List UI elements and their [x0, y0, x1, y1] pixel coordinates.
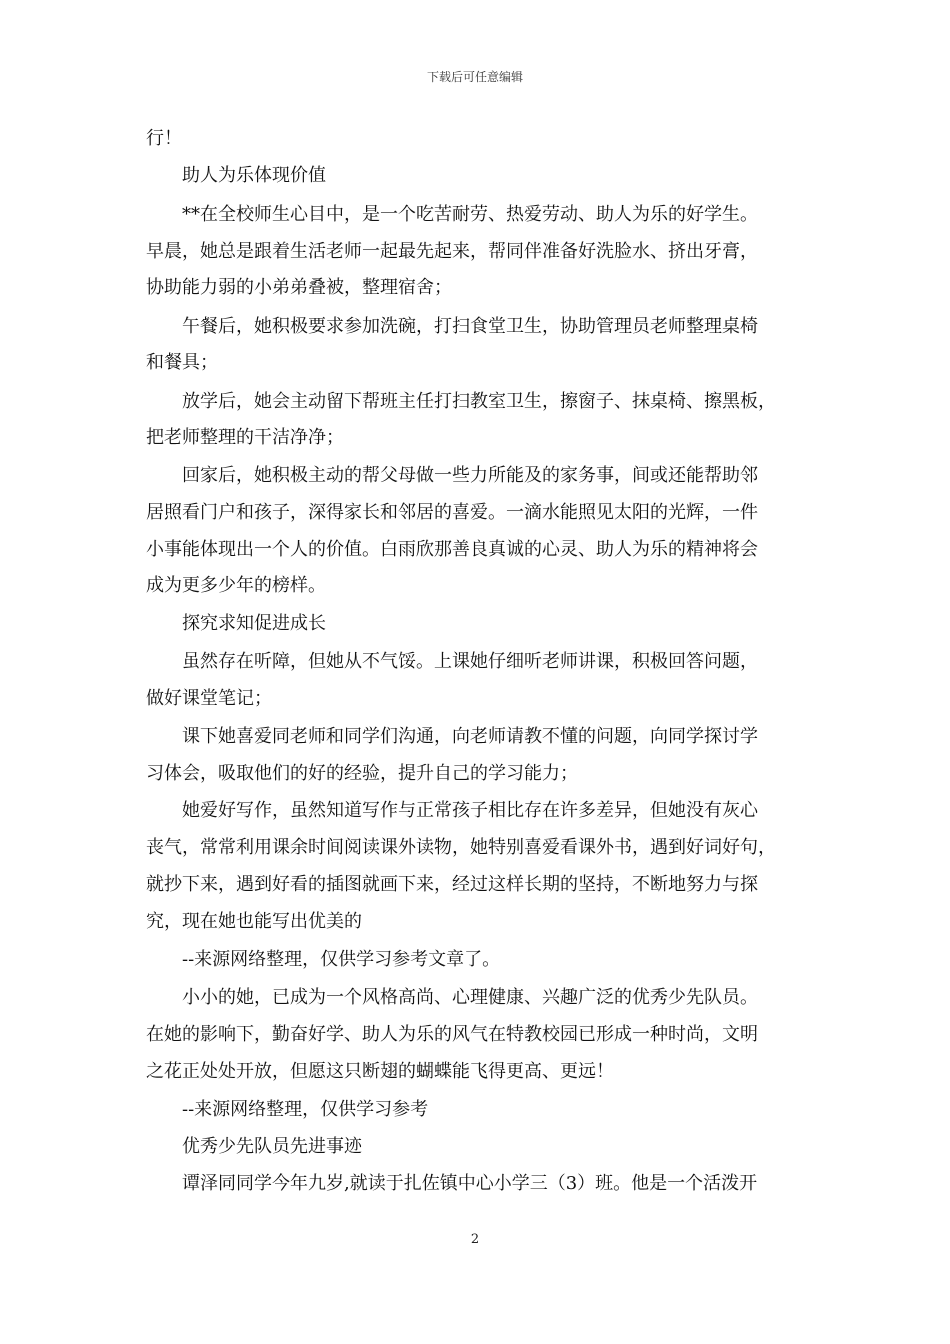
source-note: --来源网络整理，仅供学习参考	[182, 1099, 429, 1120]
text-line: 早晨，她总是跟着生活老师一起最先起来，帮同伴准备好洗脸水、挤出牙膏，	[146, 241, 758, 262]
text-line: 在她的影响下，勤奋好学、助人为乐的风气在特教校园已形成一种时尚，文明	[146, 1024, 758, 1045]
text-line: 虽然存在听障，但她从不气馁。上课她仔细听老师讲课，积极回答问题，	[182, 651, 758, 672]
section-heading: 探究求知促进成长	[182, 613, 326, 634]
text-line: **在全校师生心目中，是一个吃苦耐劳、热爱劳动、助人为乐的好学生。	[182, 204, 758, 225]
text-line: 成为更多少年的榜样。	[146, 575, 326, 596]
text-line: 小小的她，已成为一个风格高尚、心理健康、兴趣广泛的优秀少先队员。	[182, 987, 758, 1008]
text-line: 丧气，常常利用课余时间阅读课外读物，她特别喜爱看课外书，遇到好词好句，	[146, 837, 776, 858]
text-line: 究，现在她也能写出优美的	[146, 911, 362, 932]
text-line: 协助能力弱的小弟弟叠被，整理宿舍；	[146, 277, 452, 298]
text-line: 午餐后，她积极要求参加洗碗，打扫食堂卫生，协助管理员老师整理桌椅	[182, 316, 758, 337]
page-header: 下载后可任意编辑	[426, 70, 523, 84]
page-number: 2	[470, 1232, 480, 1247]
text-line: 把老师整理的干洁净净；	[146, 427, 344, 448]
source-note: --来源网络整理，仅供学习参考文章了。	[182, 949, 501, 970]
section-heading: 助人为乐体现价值	[182, 165, 326, 186]
text-line: 之花正处处开放，但愿这只断翅的蝴蝶能飞得更高、更远！	[146, 1061, 614, 1082]
text-line: 回家后，她积极主动的帮父母做一些力所能及的家务事，间或还能帮助邻	[182, 465, 758, 486]
text-line: 小事能体现出一个人的价值。白雨欣那善良真诚的心灵、助人为乐的精神将会	[146, 539, 758, 560]
text-line: 课下她喜爱同老师和同学们沟通，向老师请教不懂的问题，向同学探讨学	[182, 726, 758, 747]
text-line: 和餐具；	[146, 352, 218, 373]
text-line: 做好课堂笔记；	[146, 688, 272, 709]
text-line: 放学后，她会主动留下帮班主任打扫教室卫生，擦窗子、抹桌椅、擦黑板，	[182, 391, 776, 412]
text-line: 她爱好写作，虽然知道写作与正常孩子相比存在许多差异，但她没有灰心	[182, 800, 758, 821]
text-line: 行！	[146, 128, 182, 149]
text-line: 居照看门户和孩子，深得家长和邻居的喜爱。一滴水能照见太阳的光辉，一件	[146, 502, 758, 523]
text-line: 谭泽同同学今年九岁,就读于扎佐镇中心小学三（3）班。他是一个活泼开	[182, 1173, 758, 1194]
section-heading: 优秀少先队员先进事迹	[182, 1136, 362, 1157]
text-line: 习体会，吸取他们的好的经验，提升自己的学习能力；	[146, 763, 578, 784]
text-line: 就抄下来，遇到好看的插图就画下来，经过这样长期的坚持，不断地努力与探	[146, 874, 758, 895]
